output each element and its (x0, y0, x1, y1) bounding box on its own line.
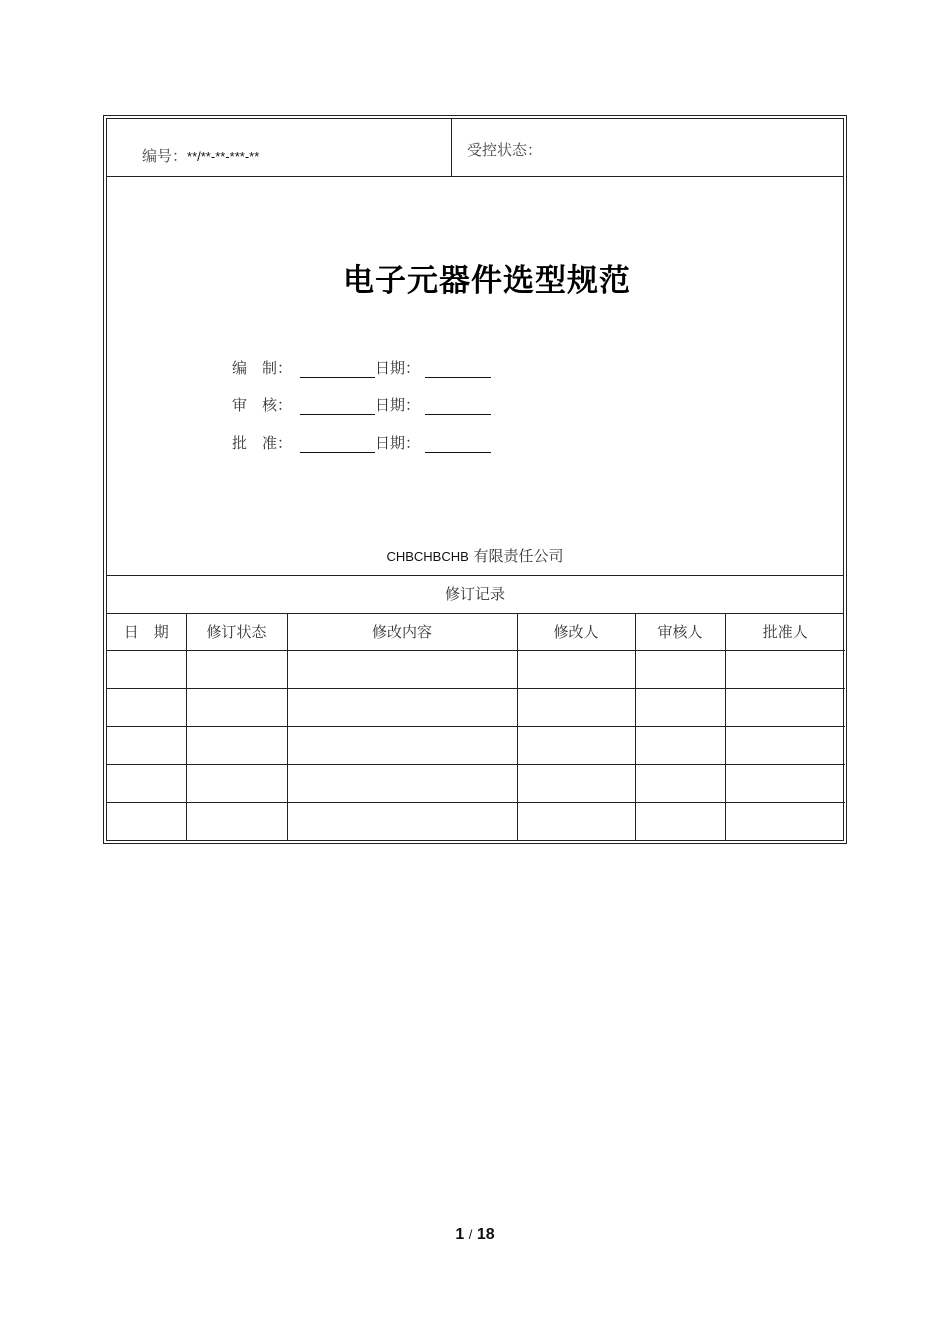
table-cell[interactable] (287, 803, 517, 841)
document-title: 电子元器件选型规范 (343, 263, 631, 299)
table-row (107, 651, 845, 689)
table-row (107, 689, 845, 727)
page-number (0, 1226, 950, 1244)
table-cell[interactable] (635, 689, 725, 727)
revision-table (107, 613, 845, 840)
column-header-content: 修改内容 (287, 613, 517, 651)
signature-label: 批 准： (232, 434, 293, 452)
header-row (107, 119, 843, 177)
table-cell[interactable] (635, 765, 725, 803)
column-header-status: 修订状态 (186, 613, 287, 651)
table-row (107, 765, 845, 803)
cover-inner-frame (106, 118, 844, 841)
date-blank[interactable] (425, 396, 491, 415)
signature-blank[interactable] (300, 434, 375, 453)
table-cell[interactable] (635, 727, 725, 765)
signature-row-compile (232, 357, 491, 381)
company-name (107, 545, 843, 566)
column-header-reviewer: 审核人 (635, 613, 725, 651)
signature-row-review (232, 394, 491, 418)
table-row (107, 803, 845, 841)
table-cell[interactable] (107, 689, 186, 727)
table-cell[interactable] (287, 727, 517, 765)
company-name-suffix: 有限责任公司 (468, 547, 564, 565)
table-cell[interactable] (287, 651, 517, 689)
date-label: 日期： (375, 434, 421, 452)
date-blank[interactable] (425, 434, 491, 453)
page-current: 1 (455, 1226, 465, 1243)
table-cell[interactable] (107, 651, 186, 689)
table-cell[interactable] (186, 765, 287, 803)
signature-row-approve (232, 432, 491, 456)
table-cell[interactable] (107, 803, 186, 841)
column-header-modifier: 修改人 (517, 613, 635, 651)
column-header-approver: 批准人 (725, 613, 845, 651)
signature-blank[interactable] (300, 359, 375, 378)
table-cell[interactable] (517, 651, 635, 689)
table-cell[interactable] (517, 765, 635, 803)
table-cell[interactable] (725, 651, 845, 689)
table-cell[interactable] (287, 765, 517, 803)
table-cell[interactable] (517, 803, 635, 841)
table-cell[interactable] (287, 689, 517, 727)
column-header-date: 日 期 (107, 613, 186, 651)
table-cell[interactable] (635, 803, 725, 841)
table-cell[interactable] (186, 651, 287, 689)
table-cell[interactable] (107, 727, 186, 765)
company-name-latin: CHBCHBCHB (386, 549, 469, 564)
table-cell[interactable] (725, 803, 845, 841)
signature-label: 审 核： (232, 396, 293, 414)
cover-frame (103, 115, 847, 844)
date-label: 日期： (375, 396, 421, 414)
signature-label: 编 制： (232, 359, 293, 377)
header-divider (451, 119, 452, 176)
document-code-value: **/**-**-***-** (187, 149, 260, 164)
table-cell[interactable] (517, 727, 635, 765)
table-cell[interactable] (725, 727, 845, 765)
table-cell[interactable] (107, 765, 186, 803)
table-cell[interactable] (186, 689, 287, 727)
controlled-status-label: 受控状态： (467, 141, 543, 159)
revision-record-title: 修订记录 (107, 575, 843, 614)
signature-blank[interactable] (300, 396, 375, 415)
page-total: 18 (476, 1226, 495, 1243)
page-separator: / (468, 1227, 473, 1242)
table-cell[interactable] (725, 689, 845, 727)
table-cell[interactable] (725, 765, 845, 803)
table-cell[interactable] (517, 689, 635, 727)
table-row (107, 727, 845, 765)
revision-table-header (107, 613, 845, 651)
document-code-label: 编号： (142, 147, 188, 165)
table-cell[interactable] (186, 727, 287, 765)
document-code (142, 145, 259, 166)
date-label: 日期： (375, 359, 421, 377)
table-cell[interactable] (186, 803, 287, 841)
table-cell[interactable] (635, 651, 725, 689)
date-blank[interactable] (425, 359, 491, 378)
